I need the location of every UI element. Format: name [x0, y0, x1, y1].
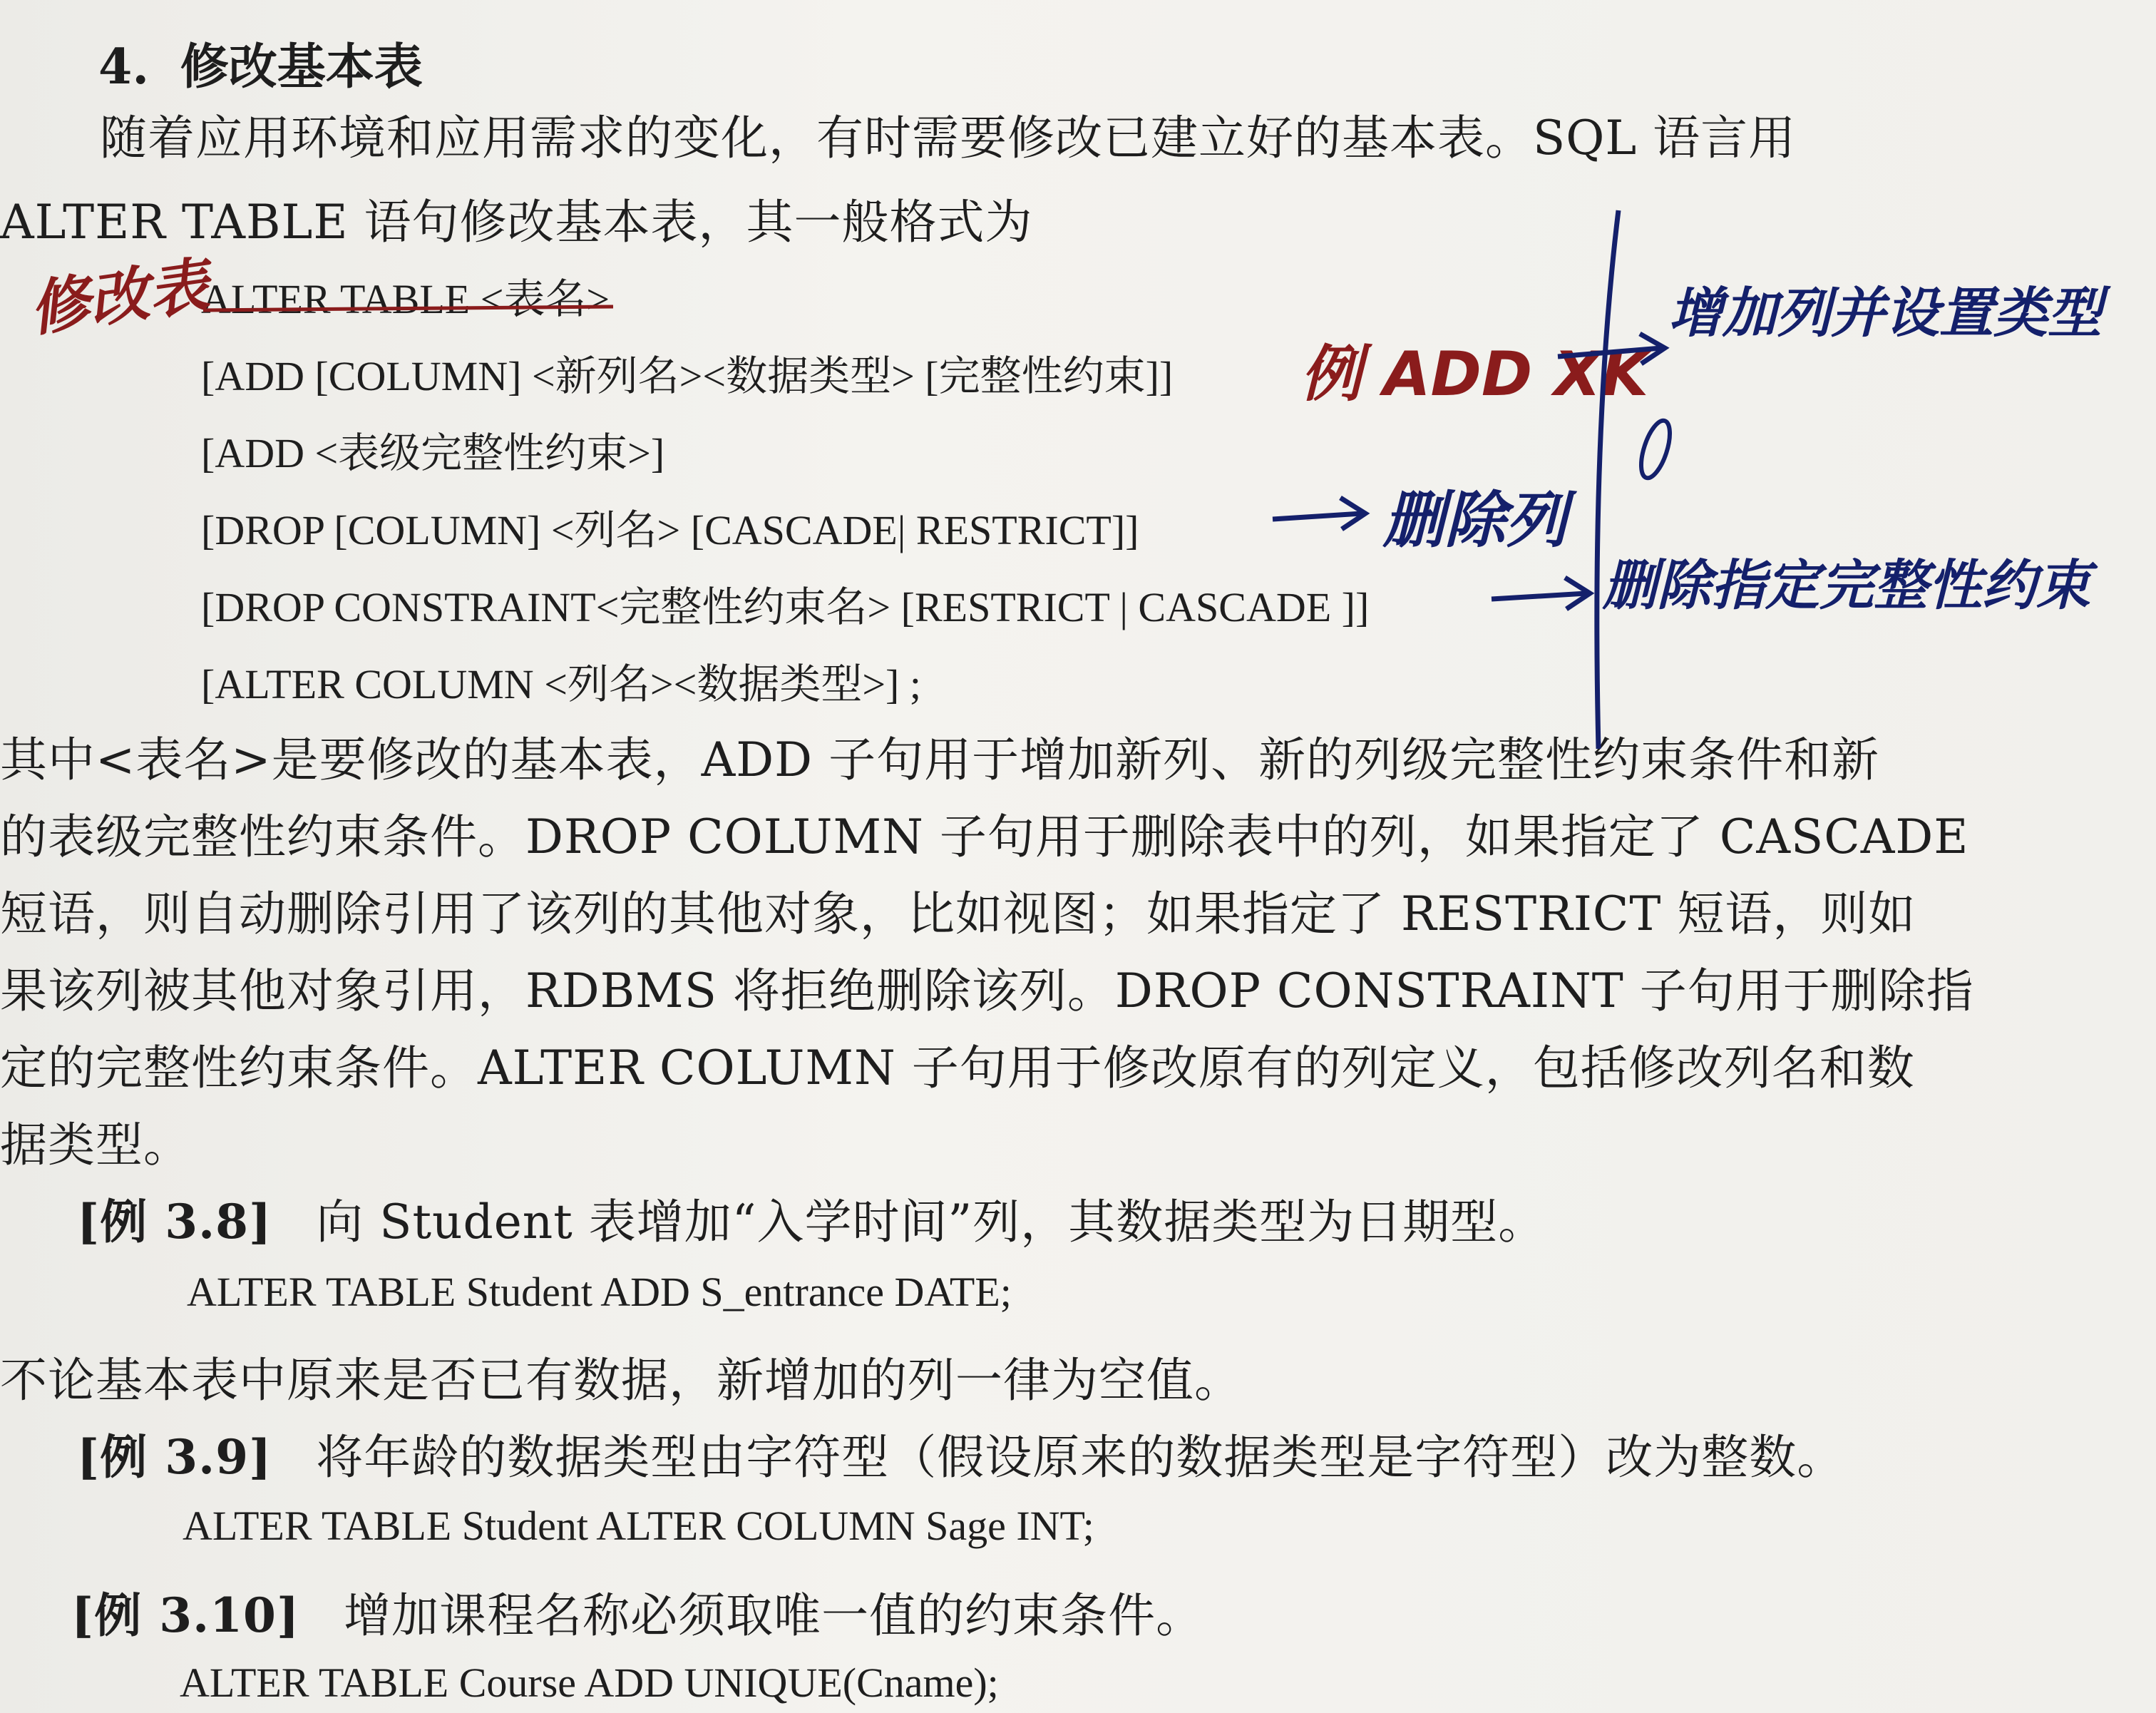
- explanation-line-4: 果该列被其他对象引用，RDBMS 将拒绝删除该列。DROP CONSTRAINT 子句用于删除指: [0, 963, 1974, 1018]
- example-3-8-code: ALTER TABLE Student ADD S_entrance DATE;: [187, 1269, 1012, 1315]
- heading-title: 修改基本表: [180, 39, 423, 96]
- syntax-line-3: [ADD <表级完整性约束>]: [201, 430, 665, 476]
- example-label: [例 3.10]: [71, 1587, 300, 1643]
- explanation-line-6: 据类型。: [0, 1118, 191, 1172]
- arrow-add-column: [1558, 348, 1661, 357]
- example-desc: 将年龄的数据类型由字符型（假设原来的数据类型是字符型）改为整数。: [316, 1430, 1845, 1485]
- example-label: [例 3.8]: [77, 1194, 272, 1249]
- example-3-10-code: ALTER TABLE Course ADD UNIQUE(Cname);: [180, 1660, 999, 1706]
- red-note-example: 例 ADD XK: [1300, 339, 1649, 410]
- syntax-line-4: [DROP [COLUMN] <列名> [CASCADE| RESTRICT]]: [201, 507, 1139, 553]
- arrow-drop-constraint: [1492, 593, 1586, 599]
- example-label: [例 3.9]: [77, 1429, 272, 1485]
- example-desc: 向 Student 表增加“入学时间”列，其数据类型为日期型。: [316, 1195, 1546, 1249]
- syntax-line-5: [DROP CONSTRAINT<完整性约束名> [RESTRICT | CASCADE ]]: [201, 584, 1370, 630]
- blue-note-drop-constraint: 删除指定完整性约束: [1603, 553, 2090, 617]
- syntax-line-1: ALTER TABLE <表名>: [201, 276, 610, 322]
- blue-note-drop-column: 删除列: [1383, 485, 1567, 556]
- explanation-line-1: 其中<表名>是要修改的基本表，ADD 子句用于增加新列、新的列级完整性约束条件和新: [0, 732, 1880, 787]
- blue-note-add-column: 增加列并设置类型: [1668, 281, 2102, 344]
- intro-line-2: ALTER TABLE 语句修改基本表，其一般格式为: [0, 195, 1033, 250]
- red-note-margin: 修改表: [25, 250, 213, 344]
- heading-number: 4.: [98, 39, 149, 96]
- explanation-line-3: 短语，则自动删除引用了该列的其他对象，比如视图；如果指定了 RESTRICT 短语，则如: [0, 886, 1916, 941]
- example-3-8-note: 不论基本表中原来是否已有数据，新增加的列一律为空值。: [0, 1353, 1242, 1408]
- syntax-line-2: [ADD [COLUMN] <新列名><数据类型> [完整性约束]]: [201, 353, 1174, 399]
- syntax-line-6: [ALTER COLUMN <列名><数据类型>] ;: [201, 661, 921, 707]
- explanation-line-5: 定的完整性约束条件。ALTER COLUMN 子句用于修改原有的列定义，包括修改列名和数: [0, 1040, 1915, 1095]
- example-3-9-code: ALTER TABLE Student ALTER COLUMN Sage INT;: [183, 1503, 1094, 1549]
- blue-loop-mark: [1636, 417, 1675, 481]
- arrow-drop-column: [1273, 513, 1362, 519]
- explanation-line-2: 的表级完整性约束条件。DROP COLUMN 子句用于删除表中的列，如果指定了 CASCADE: [0, 809, 1969, 864]
- red-underline: [203, 307, 613, 310]
- example-desc: 增加课程名称必须取唯一值的约束条件。: [344, 1588, 1204, 1643]
- blue-bracket-line: [1597, 210, 1618, 749]
- intro-line-1: 随着应用环境和应用需求的变化，有时需要修改已建立好的基本表。SQL 语言用: [100, 111, 1797, 165]
